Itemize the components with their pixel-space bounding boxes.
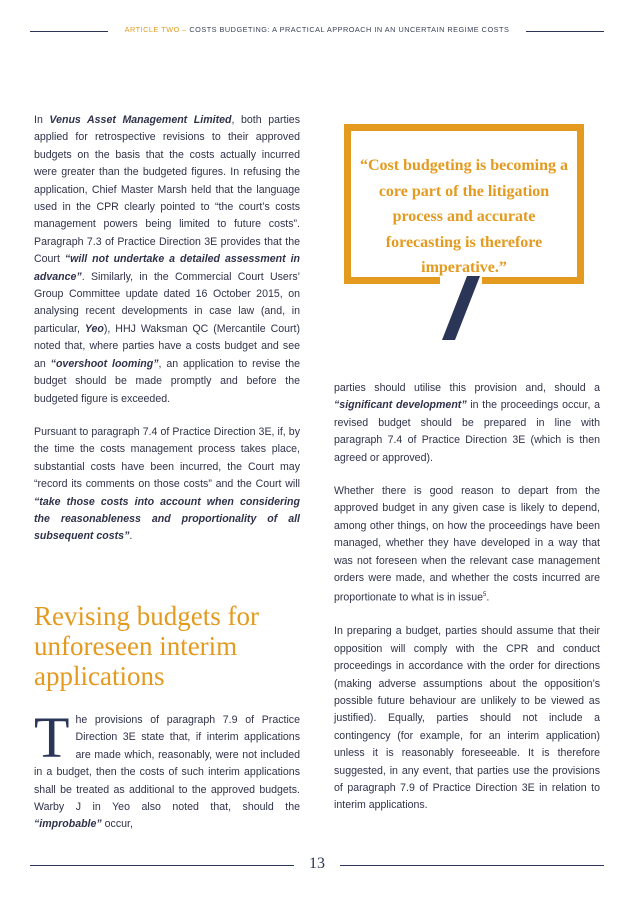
drop-cap: T <box>34 705 70 770</box>
text-run: ), HHJ Waksman QC (Mercantile Court) noted that, where parties have a costs budget and see an <box>34 322 301 370</box>
quoted-text: “significant development” <box>334 399 467 412</box>
text-run: he provisions of paragraph 7.9 of Practice Direction 3E state that, if interim applications are made which, reasonably, were not included in a budget, then the costs of such interim applications shall be treated as additional to the approved budgets. Warby J in Yeo also noted that, should the <box>34 714 300 814</box>
text-run: In <box>34 114 50 126</box>
quoted-text: “will not undertake a detailed assessment in advance” <box>34 253 300 283</box>
footnote-reference[interactable]: 5 <box>483 592 487 599</box>
article-label: ARTICLE TWO – <box>124 25 187 34</box>
pull-quote-slash-icon <box>440 276 490 342</box>
section-heading: Revising budgets for unforeseen interim applications <box>34 601 259 691</box>
paragraph-preparing: In preparing a budget, parties should assume that their opposition will comply with the CPR and conduct proceedings in accordance with the order for directions (making adverse assumptions about the opposition’s possible future behaviour are unlikely to be viewed as justified). Equally, parties should not include a contingency (for example, for an interim application) unless it is reasonably foreseeable. It is therefore suggested, in any event, that parties use the provisions of paragraph 7.9 of Practice Direction 3E in relation to interim applications. <box>334 625 600 812</box>
quoted-text: “overshoot looming” <box>50 357 159 370</box>
pull-quote-text: “Cost budgeting is becoming a core part of the litigation process and accurate forecasting is therefore imperative.” <box>359 157 569 276</box>
case-name: Venus Asset Management Limited <box>49 114 232 126</box>
article-title: COSTS BUDGETING: A PRACTICAL APPROACH IN AN UNCERTAIN REGIME COSTS <box>186 25 510 34</box>
left-column <box>34 112 300 562</box>
footer-rule-right <box>340 865 604 866</box>
quoted-text: “improbable” <box>34 818 102 831</box>
text-run: occur, <box>101 818 133 831</box>
pull-quote-box <box>344 124 584 284</box>
page-number: 13 <box>309 855 325 872</box>
paragraph-venus <box>34 112 300 408</box>
quoted-text: “take those costs into account when considering the reasonableness and proportionality of all subsequent costs” <box>34 495 300 543</box>
paragraph-utilise <box>334 380 600 467</box>
paragraph-pursuant <box>34 424 300 546</box>
right-column <box>334 380 600 831</box>
text-run: . <box>486 592 490 604</box>
text-run: , both parties applied for retrospective revisions to their approved budgets on the basis that the costs actually incurred were greater than the budgeted figures. In refusing the application, Chief Master Marsh held that the language used in the CPR clearly pointed to “the court’s costs management powers being limited to future costs”. Paragraph 7.3 of Practice Direction 3E provides that the Court <box>34 114 301 266</box>
running-header <box>0 25 634 34</box>
text-run: . Similarly, in the Commercial Court Users’ Group Committee update dated 16 October 2015, on analysing recent developments in case law (and, in particular, <box>34 270 300 335</box>
text-run: , an application to revise the budget should be made promptly and before the budgeted figure is exceeded. <box>34 357 301 405</box>
text-run: Whether there is good reason to depart from the approved budget in any given case is likely to depend, among other things, on how the proceedings have been managed, whether they have developed in a way that was not foreseen when the relevant case management orders were made, and whether the costs incurred are proportionate to what is in issue <box>334 485 600 604</box>
text-run: Pursuant to paragraph 7.4 of Practice Direction 3E, if, by the time the costs management process takes place, substantial costs have been incurred, the Court may “record its comments on those costs” and the Court will <box>34 425 300 491</box>
paragraph-provisions <box>34 705 300 834</box>
text-run: . <box>129 530 133 543</box>
header-rule-right <box>526 31 604 32</box>
text-run: in the proceedings occur, a revised budget should be prepared in line with paragraph 7.4 of Practice Direction 3E (which is then agreed or approved). <box>334 399 601 464</box>
text-run: parties should utilise this provision and, should a <box>334 382 600 394</box>
paragraph-whether <box>334 483 600 607</box>
case-name: Yeo <box>84 322 104 335</box>
